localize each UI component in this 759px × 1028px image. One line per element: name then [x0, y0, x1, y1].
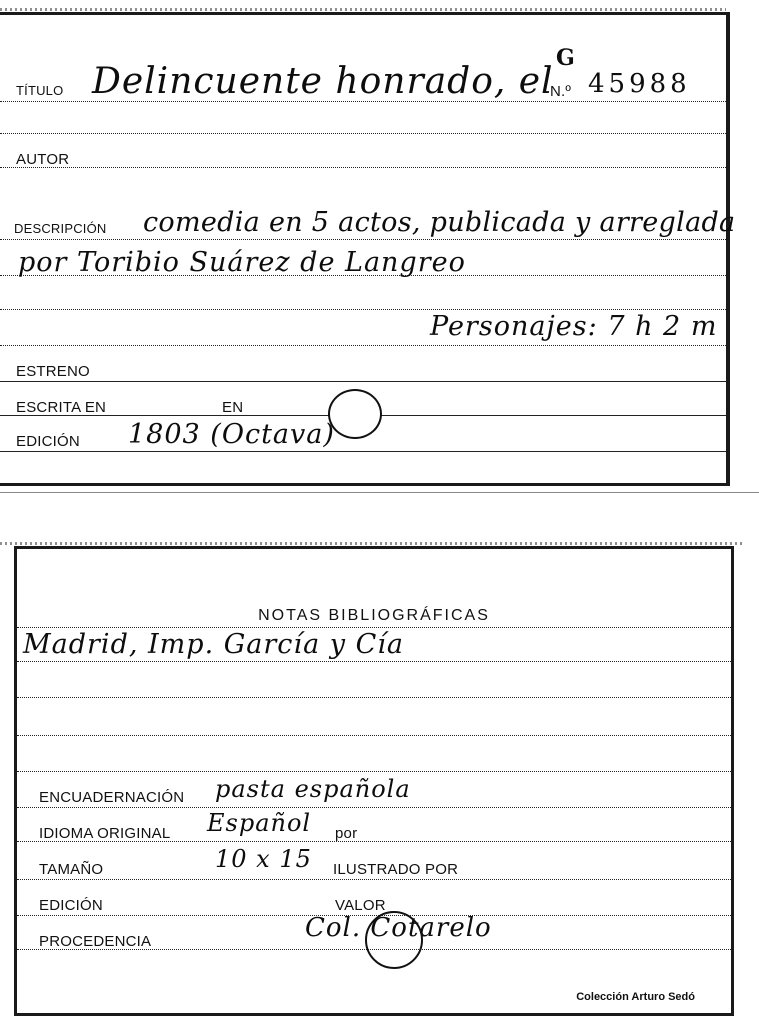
rule: [0, 167, 726, 168]
rule: [0, 451, 726, 452]
library-stamp-back: [365, 911, 423, 969]
rule: [17, 807, 731, 808]
procedencia-label: PROCEDENCIA: [39, 933, 152, 950]
estreno-label: ESTRENO: [16, 363, 90, 380]
procedencia-value: Col. Cotarelo: [305, 913, 492, 943]
number-label: N.º: [550, 83, 572, 100]
descripcion-line1: comedia en 5 actos, publicada y arreglada: [143, 207, 736, 238]
scan-noise-top: [0, 8, 726, 11]
catalog-card-back: [14, 546, 734, 1016]
descripcion-line2: por Toribio Suárez de Langreo: [18, 247, 466, 278]
escrita-en-label: ESCRITA EN: [16, 399, 107, 416]
idioma-value: Español: [207, 809, 312, 837]
rule: [0, 345, 726, 346]
rule: [17, 879, 731, 880]
idioma-label: IDIOMA ORIGINAL: [39, 825, 171, 842]
rule: [0, 309, 726, 310]
rule: [17, 771, 731, 772]
notas-heading: NOTAS BIBLIOGRÁFICAS: [258, 607, 490, 624]
tamano-label: TAMAÑO: [39, 861, 104, 878]
encuadernacion-label: ENCUADERNACIÓN: [39, 789, 185, 806]
edicion-label: EDICIÓN: [16, 433, 80, 450]
rule: [17, 661, 731, 662]
titulo-value: Delincuente honrado, el: [92, 61, 554, 102]
titulo-label: TÍTULO: [16, 83, 64, 98]
section-mark: G: [556, 45, 576, 71]
catalog-card-front: [0, 12, 736, 486]
page-divider: [0, 492, 759, 493]
por-label: por: [335, 825, 358, 842]
valor-label: VALOR: [335, 897, 386, 914]
personajes-note: Personajes: 7 h 2 m: [430, 311, 718, 342]
en-label: EN: [222, 399, 244, 416]
library-stamp: [328, 389, 382, 439]
rule: [0, 133, 726, 134]
rule: [0, 239, 726, 240]
descripcion-label: DESCRIPCIÓN: [14, 221, 107, 236]
edicion-back-label: EDICIÓN: [39, 897, 103, 914]
number-value: 45988: [588, 69, 691, 99]
edicion-value: 1803 (Octava): [128, 419, 335, 450]
rule: [17, 735, 731, 736]
scan-noise-mid: [0, 542, 745, 545]
rule: [0, 381, 726, 382]
rule: [17, 697, 731, 698]
tamano-value: 10 x 15: [215, 845, 312, 873]
ilustrado-label: ILUSTRADO POR: [333, 861, 459, 878]
collection-credit: Colección Arturo Sedó: [576, 991, 695, 1003]
notes-line1: Madrid, Imp. García y Cía: [23, 629, 404, 660]
encuadernacion-value: pasta española: [215, 775, 411, 803]
autor-label: AUTOR: [16, 151, 70, 168]
rule: [17, 627, 731, 628]
